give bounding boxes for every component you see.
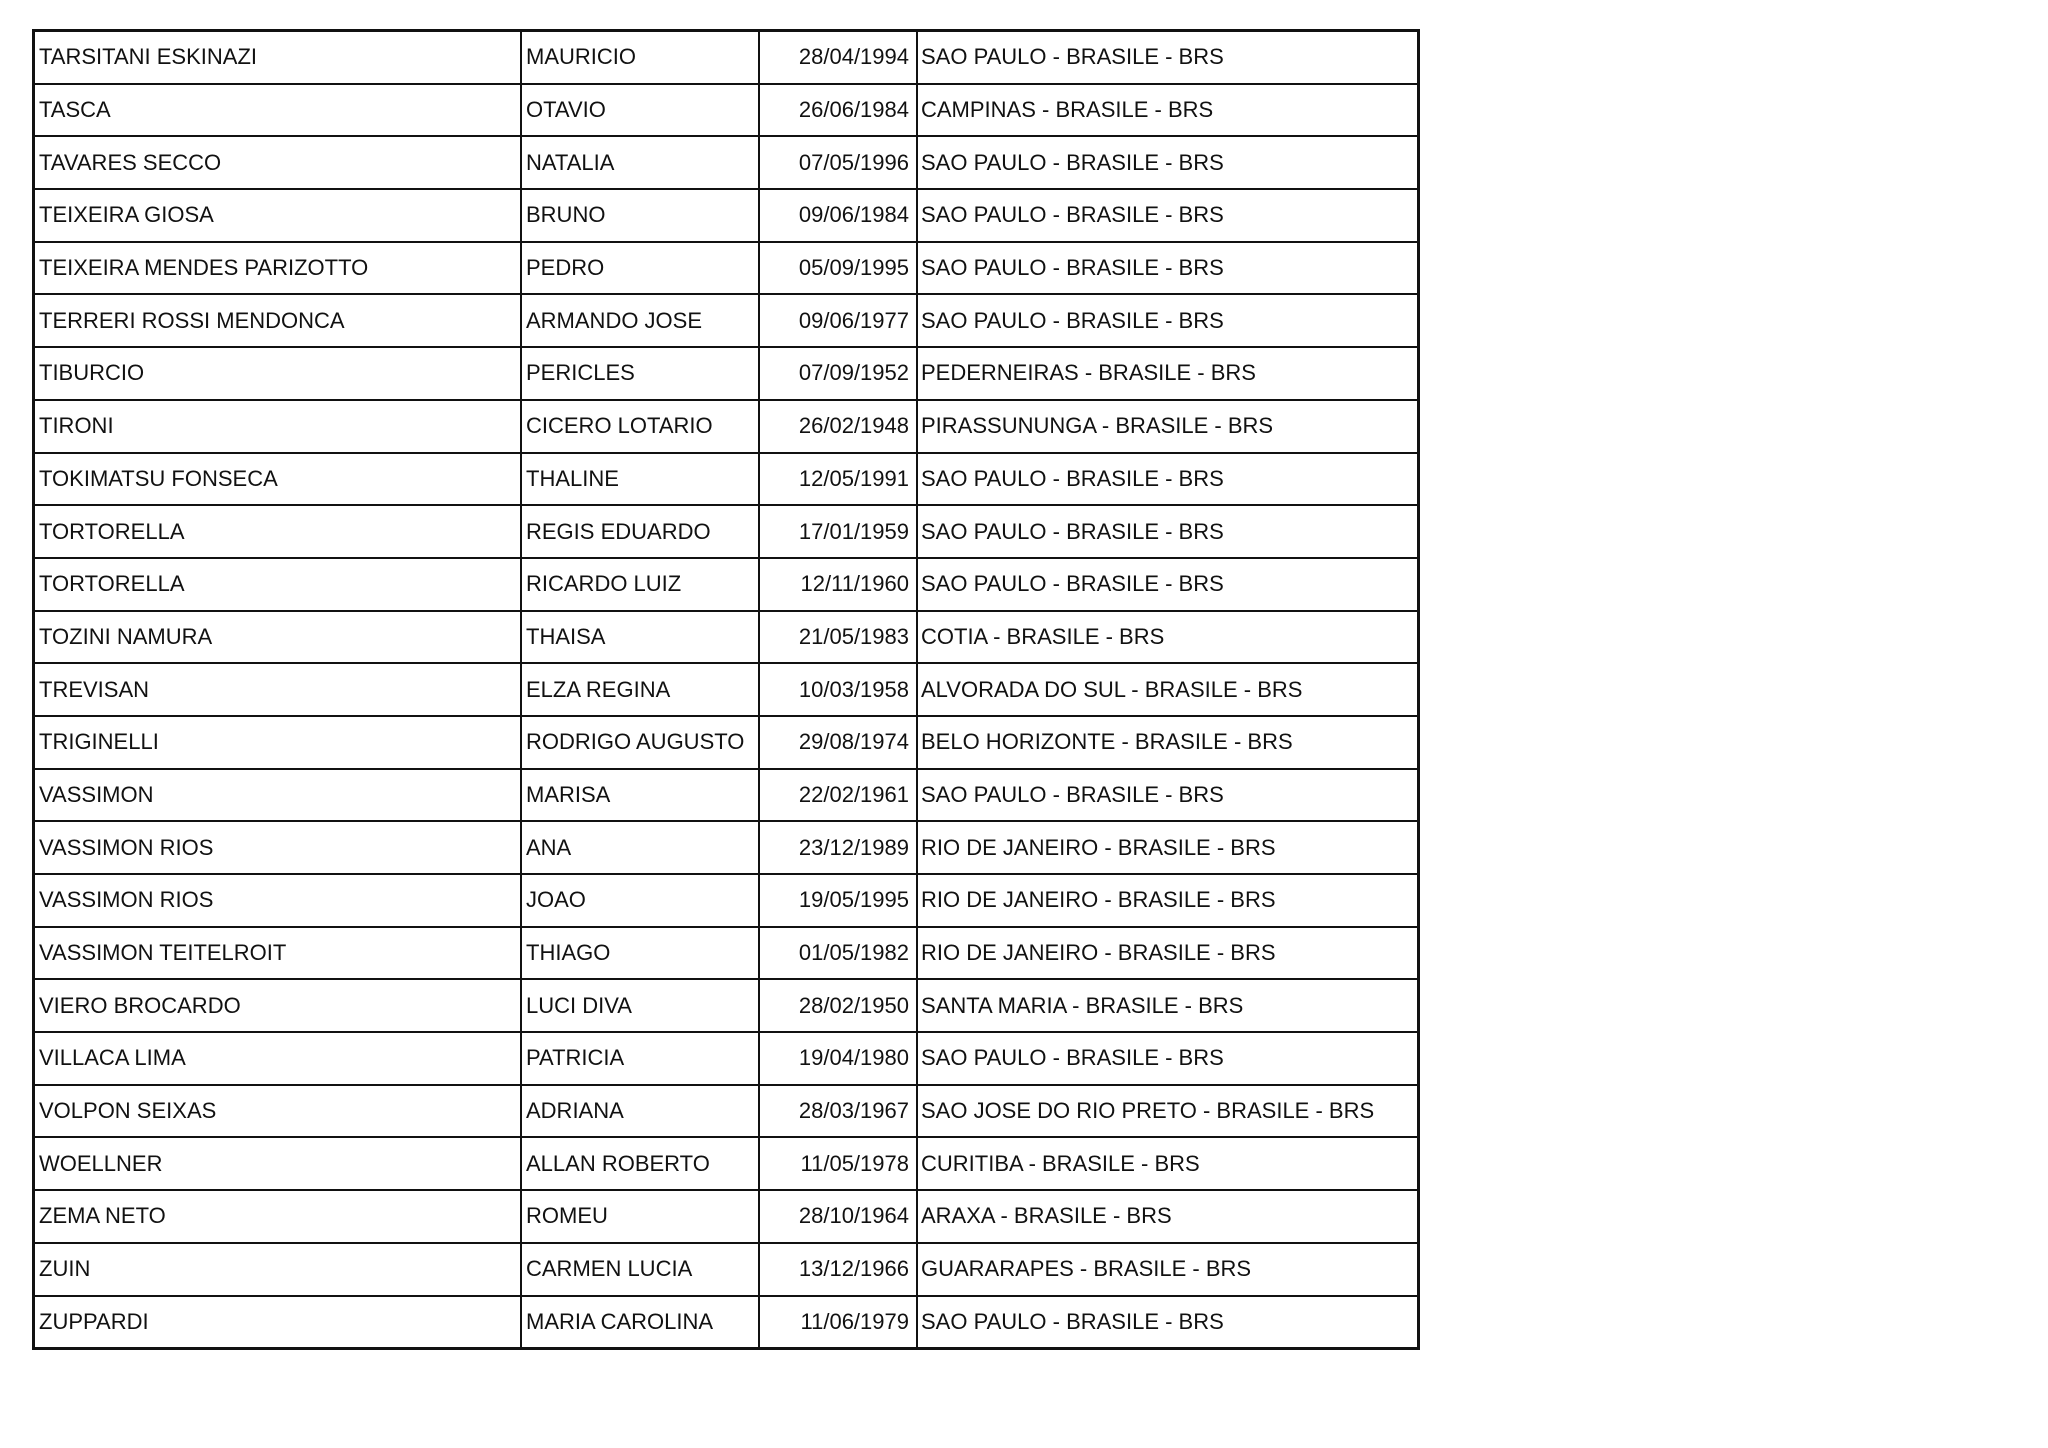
birth-date-cell: 19/05/1995 bbox=[759, 874, 917, 927]
surname-cell: VIERO BROCARDO bbox=[34, 979, 522, 1032]
table-body bbox=[34, 31, 1419, 1349]
first-name-cell: CARMEN LUCIA bbox=[521, 1243, 759, 1296]
first-name-cell: PEDRO bbox=[521, 242, 759, 295]
birth-place-cell: SAO PAULO - BRASILE - BRS bbox=[917, 294, 1419, 347]
table-row bbox=[34, 927, 1419, 980]
first-name-cell: ALLAN ROBERTO bbox=[521, 1137, 759, 1190]
birth-date-cell: 22/02/1961 bbox=[759, 769, 917, 822]
surname-cell: TAVARES SECCO bbox=[34, 136, 522, 189]
table-row bbox=[34, 979, 1419, 1032]
surname-cell: TARSITANI ESKINAZI bbox=[34, 31, 522, 84]
birth-date-cell: 13/12/1966 bbox=[759, 1243, 917, 1296]
birth-place-cell: PIRASSUNUNGA - BRASILE - BRS bbox=[917, 400, 1419, 453]
birth-place-cell: CAMPINAS - BRASILE - BRS bbox=[917, 84, 1419, 137]
surname-cell: WOELLNER bbox=[34, 1137, 522, 1190]
birth-date-cell: 07/05/1996 bbox=[759, 136, 917, 189]
birth-place-cell: SAO PAULO - BRASILE - BRS bbox=[917, 242, 1419, 295]
birth-date-cell: 10/03/1958 bbox=[759, 663, 917, 716]
first-name-cell: CICERO LOTARIO bbox=[521, 400, 759, 453]
birth-place-cell: CURITIBA - BRASILE - BRS bbox=[917, 1137, 1419, 1190]
birth-place-cell: SANTA MARIA - BRASILE - BRS bbox=[917, 979, 1419, 1032]
first-name-cell: LUCI DIVA bbox=[521, 979, 759, 1032]
table-row bbox=[34, 294, 1419, 347]
table-row bbox=[34, 769, 1419, 822]
table-row bbox=[34, 716, 1419, 769]
birth-place-cell: GUARARAPES - BRASILE - BRS bbox=[917, 1243, 1419, 1296]
table-row bbox=[34, 84, 1419, 137]
birth-date-cell: 23/12/1989 bbox=[759, 821, 917, 874]
table-row bbox=[34, 400, 1419, 453]
table-row bbox=[34, 1243, 1419, 1296]
surname-cell: TOZINI NAMURA bbox=[34, 611, 522, 664]
first-name-cell: ANA bbox=[521, 821, 759, 874]
birth-place-cell: SAO PAULO - BRASILE - BRS bbox=[917, 1032, 1419, 1085]
first-name-cell: PATRICIA bbox=[521, 1032, 759, 1085]
table-row bbox=[34, 874, 1419, 927]
birth-place-cell: SAO PAULO - BRASILE - BRS bbox=[917, 189, 1419, 242]
persons-table bbox=[32, 29, 1420, 1350]
birth-date-cell: 26/02/1948 bbox=[759, 400, 917, 453]
surname-cell: ZUPPARDI bbox=[34, 1296, 522, 1349]
birth-date-cell: 28/10/1964 bbox=[759, 1190, 917, 1243]
birth-date-cell: 11/06/1979 bbox=[759, 1296, 917, 1349]
birth-date-cell: 26/06/1984 bbox=[759, 84, 917, 137]
first-name-cell: THALINE bbox=[521, 453, 759, 506]
first-name-cell: REGIS EDUARDO bbox=[521, 505, 759, 558]
birth-place-cell: PEDERNEIRAS - BRASILE - BRS bbox=[917, 347, 1419, 400]
table-row bbox=[34, 1137, 1419, 1190]
birth-place-cell: ARAXA - BRASILE - BRS bbox=[917, 1190, 1419, 1243]
surname-cell: TASCA bbox=[34, 84, 522, 137]
birth-place-cell: SAO JOSE DO RIO PRETO - BRASILE - BRS bbox=[917, 1085, 1419, 1138]
birth-date-cell: 09/06/1977 bbox=[759, 294, 917, 347]
birth-place-cell: RIO DE JANEIRO - BRASILE - BRS bbox=[917, 874, 1419, 927]
table-row bbox=[34, 821, 1419, 874]
table-row bbox=[34, 505, 1419, 558]
birth-place-cell: SAO PAULO - BRASILE - BRS bbox=[917, 505, 1419, 558]
first-name-cell: BRUNO bbox=[521, 189, 759, 242]
birth-date-cell: 12/11/1960 bbox=[759, 558, 917, 611]
birth-place-cell: SAO PAULO - BRASILE - BRS bbox=[917, 1296, 1419, 1349]
surname-cell: VILLACA LIMA bbox=[34, 1032, 522, 1085]
surname-cell: VASSIMON bbox=[34, 769, 522, 822]
surname-cell: TEIXEIRA MENDES PARIZOTTO bbox=[34, 242, 522, 295]
surname-cell: TRIGINELLI bbox=[34, 716, 522, 769]
table-row bbox=[34, 1032, 1419, 1085]
table-row bbox=[34, 611, 1419, 664]
birth-place-cell: SAO PAULO - BRASILE - BRS bbox=[917, 769, 1419, 822]
first-name-cell: RICARDO LUIZ bbox=[521, 558, 759, 611]
birth-date-cell: 07/09/1952 bbox=[759, 347, 917, 400]
table-row bbox=[34, 1190, 1419, 1243]
table-row bbox=[34, 136, 1419, 189]
first-name-cell: ADRIANA bbox=[521, 1085, 759, 1138]
table-row bbox=[34, 31, 1419, 84]
birth-place-cell: RIO DE JANEIRO - BRASILE - BRS bbox=[917, 927, 1419, 980]
first-name-cell: ELZA REGINA bbox=[521, 663, 759, 716]
birth-date-cell: 11/05/1978 bbox=[759, 1137, 917, 1190]
table-row bbox=[34, 347, 1419, 400]
surname-cell: VOLPON SEIXAS bbox=[34, 1085, 522, 1138]
birth-place-cell: SAO PAULO - BRASILE - BRS bbox=[917, 136, 1419, 189]
birth-place-cell: RIO DE JANEIRO - BRASILE - BRS bbox=[917, 821, 1419, 874]
birth-place-cell: SAO PAULO - BRASILE - BRS bbox=[917, 31, 1419, 84]
first-name-cell: MARIA CAROLINA bbox=[521, 1296, 759, 1349]
surname-cell: TIBURCIO bbox=[34, 347, 522, 400]
surname-cell: VASSIMON RIOS bbox=[34, 821, 522, 874]
birth-date-cell: 21/05/1983 bbox=[759, 611, 917, 664]
birth-place-cell: SAO PAULO - BRASILE - BRS bbox=[917, 558, 1419, 611]
surname-cell: TORTORELLA bbox=[34, 558, 522, 611]
first-name-cell: JOAO bbox=[521, 874, 759, 927]
table-row bbox=[34, 242, 1419, 295]
surname-cell: TORTORELLA bbox=[34, 505, 522, 558]
birth-place-cell: BELO HORIZONTE - BRASILE - BRS bbox=[917, 716, 1419, 769]
first-name-cell: PERICLES bbox=[521, 347, 759, 400]
birth-date-cell: 28/04/1994 bbox=[759, 31, 917, 84]
first-name-cell: MAURICIO bbox=[521, 31, 759, 84]
birth-date-cell: 28/03/1967 bbox=[759, 1085, 917, 1138]
surname-cell: ZEMA NETO bbox=[34, 1190, 522, 1243]
birth-date-cell: 12/05/1991 bbox=[759, 453, 917, 506]
birth-place-cell: COTIA - BRASILE - BRS bbox=[917, 611, 1419, 664]
surname-cell: TERRERI ROSSI MENDONCA bbox=[34, 294, 522, 347]
first-name-cell: THAISA bbox=[521, 611, 759, 664]
surname-cell: VASSIMON TEITELROIT bbox=[34, 927, 522, 980]
first-name-cell: THIAGO bbox=[521, 927, 759, 980]
birth-date-cell: 19/04/1980 bbox=[759, 1032, 917, 1085]
birth-date-cell: 01/05/1982 bbox=[759, 927, 917, 980]
first-name-cell: MARISA bbox=[521, 769, 759, 822]
surname-cell: TIRONI bbox=[34, 400, 522, 453]
first-name-cell: ARMANDO JOSE bbox=[521, 294, 759, 347]
table-row bbox=[34, 453, 1419, 506]
birth-date-cell: 28/02/1950 bbox=[759, 979, 917, 1032]
birth-date-cell: 17/01/1959 bbox=[759, 505, 917, 558]
birth-place-cell: SAO PAULO - BRASILE - BRS bbox=[917, 453, 1419, 506]
table-row bbox=[34, 663, 1419, 716]
table-row bbox=[34, 1296, 1419, 1349]
first-name-cell: OTAVIO bbox=[521, 84, 759, 137]
first-name-cell: NATALIA bbox=[521, 136, 759, 189]
birth-date-cell: 05/09/1995 bbox=[759, 242, 917, 295]
table-row bbox=[34, 189, 1419, 242]
birth-place-cell: ALVORADA DO SUL - BRASILE - BRS bbox=[917, 663, 1419, 716]
surname-cell: TEIXEIRA GIOSA bbox=[34, 189, 522, 242]
first-name-cell: ROMEU bbox=[521, 1190, 759, 1243]
surname-cell: TOKIMATSU FONSECA bbox=[34, 453, 522, 506]
table-row bbox=[34, 558, 1419, 611]
birth-date-cell: 09/06/1984 bbox=[759, 189, 917, 242]
birth-date-cell: 29/08/1974 bbox=[759, 716, 917, 769]
surname-cell: ZUIN bbox=[34, 1243, 522, 1296]
surname-cell: TREVISAN bbox=[34, 663, 522, 716]
table-row bbox=[34, 1085, 1419, 1138]
first-name-cell: RODRIGO AUGUSTO bbox=[521, 716, 759, 769]
surname-cell: VASSIMON RIOS bbox=[34, 874, 522, 927]
